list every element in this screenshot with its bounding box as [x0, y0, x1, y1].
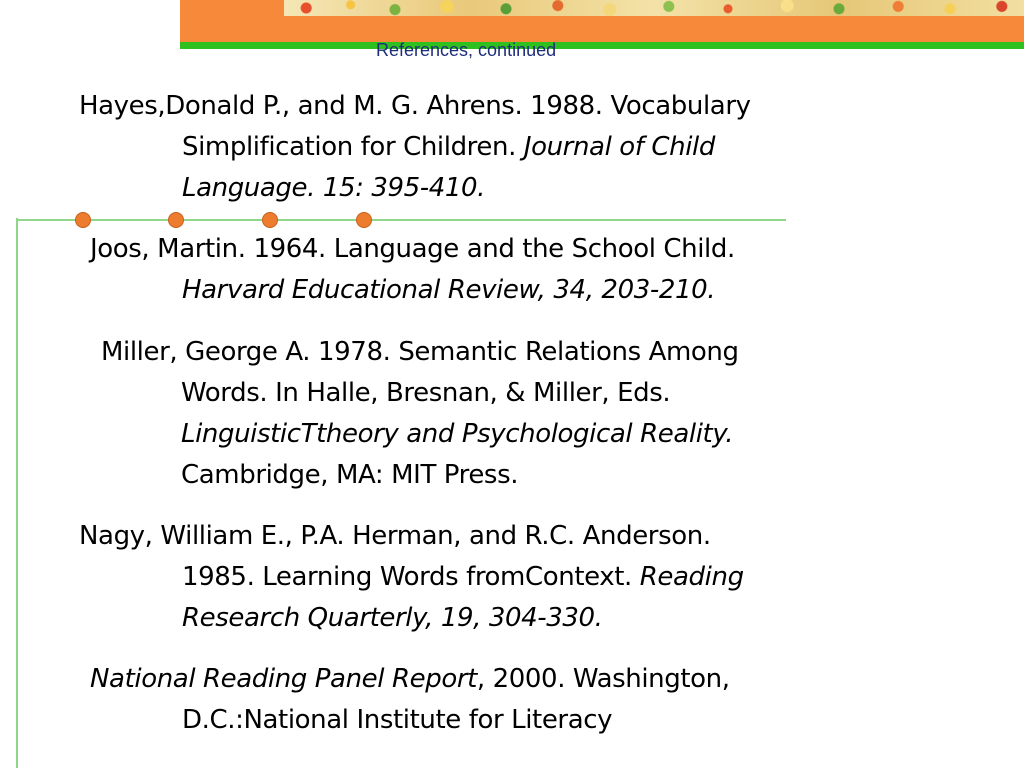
- reference-hayes: [79, 86, 751, 209]
- reference-line: Nagy, William E., P.A. Herman, and R.C. Anderson.: [79, 521, 711, 551]
- reference-line: [90, 659, 730, 700]
- reference-nrp: [90, 659, 730, 741]
- reference-journal: Harvard Educational Review, 34, 203-210.: [182, 275, 716, 305]
- reference-joos: [90, 229, 735, 311]
- reference-report-title: National Reading Panel Report: [90, 664, 477, 694]
- reference-line: [79, 127, 751, 168]
- slide-subtitle: References, continued: [376, 40, 557, 60]
- reference-line: [79, 557, 744, 598]
- decor-dot-1: [75, 212, 91, 228]
- reference-text: 1985. Learning Words fromContext.: [182, 562, 640, 592]
- header-green-line: [180, 42, 1024, 49]
- flower-strip-image: [284, 0, 1024, 16]
- decor-dot-4: [356, 212, 372, 228]
- reference-book-title: LinguisticTtheory and Psychological Reality.: [181, 419, 734, 449]
- reference-line: Cambridge, MA: MIT Press.: [181, 460, 519, 490]
- frame-vertical-line: [16, 218, 18, 768]
- reference-line: D.C.:National Institute for Literacy: [182, 705, 613, 735]
- reference-line: Joos, Martin. 1964. Language and the School Child.: [90, 234, 735, 264]
- decor-dot-3: [262, 212, 278, 228]
- header-band: [180, 0, 1024, 42]
- reference-miller: [101, 332, 739, 496]
- reference-text: , 2000. Washington,: [476, 664, 730, 694]
- reference-journal: Journal of Child: [523, 132, 715, 162]
- reference-journal: Research Quarterly, 19, 304-330.: [182, 603, 603, 633]
- reference-journal: Language. 15: 395-410.: [182, 173, 486, 203]
- reference-line: Words. In Halle, Bresnan, & Miller, Eds.: [181, 378, 671, 408]
- reference-nagy: [79, 516, 744, 639]
- reference-line: Hayes,Donald P., and M. G. Ahrens. 1988. Vocabulary: [79, 91, 751, 121]
- frame-horizontal-line: [16, 219, 786, 221]
- reference-text: Simplification for Children.: [182, 132, 524, 162]
- decor-dot-2: [168, 212, 184, 228]
- reference-line: Miller, George A. 1978. Semantic Relations Among: [101, 337, 739, 367]
- reference-journal: Reading: [639, 562, 744, 592]
